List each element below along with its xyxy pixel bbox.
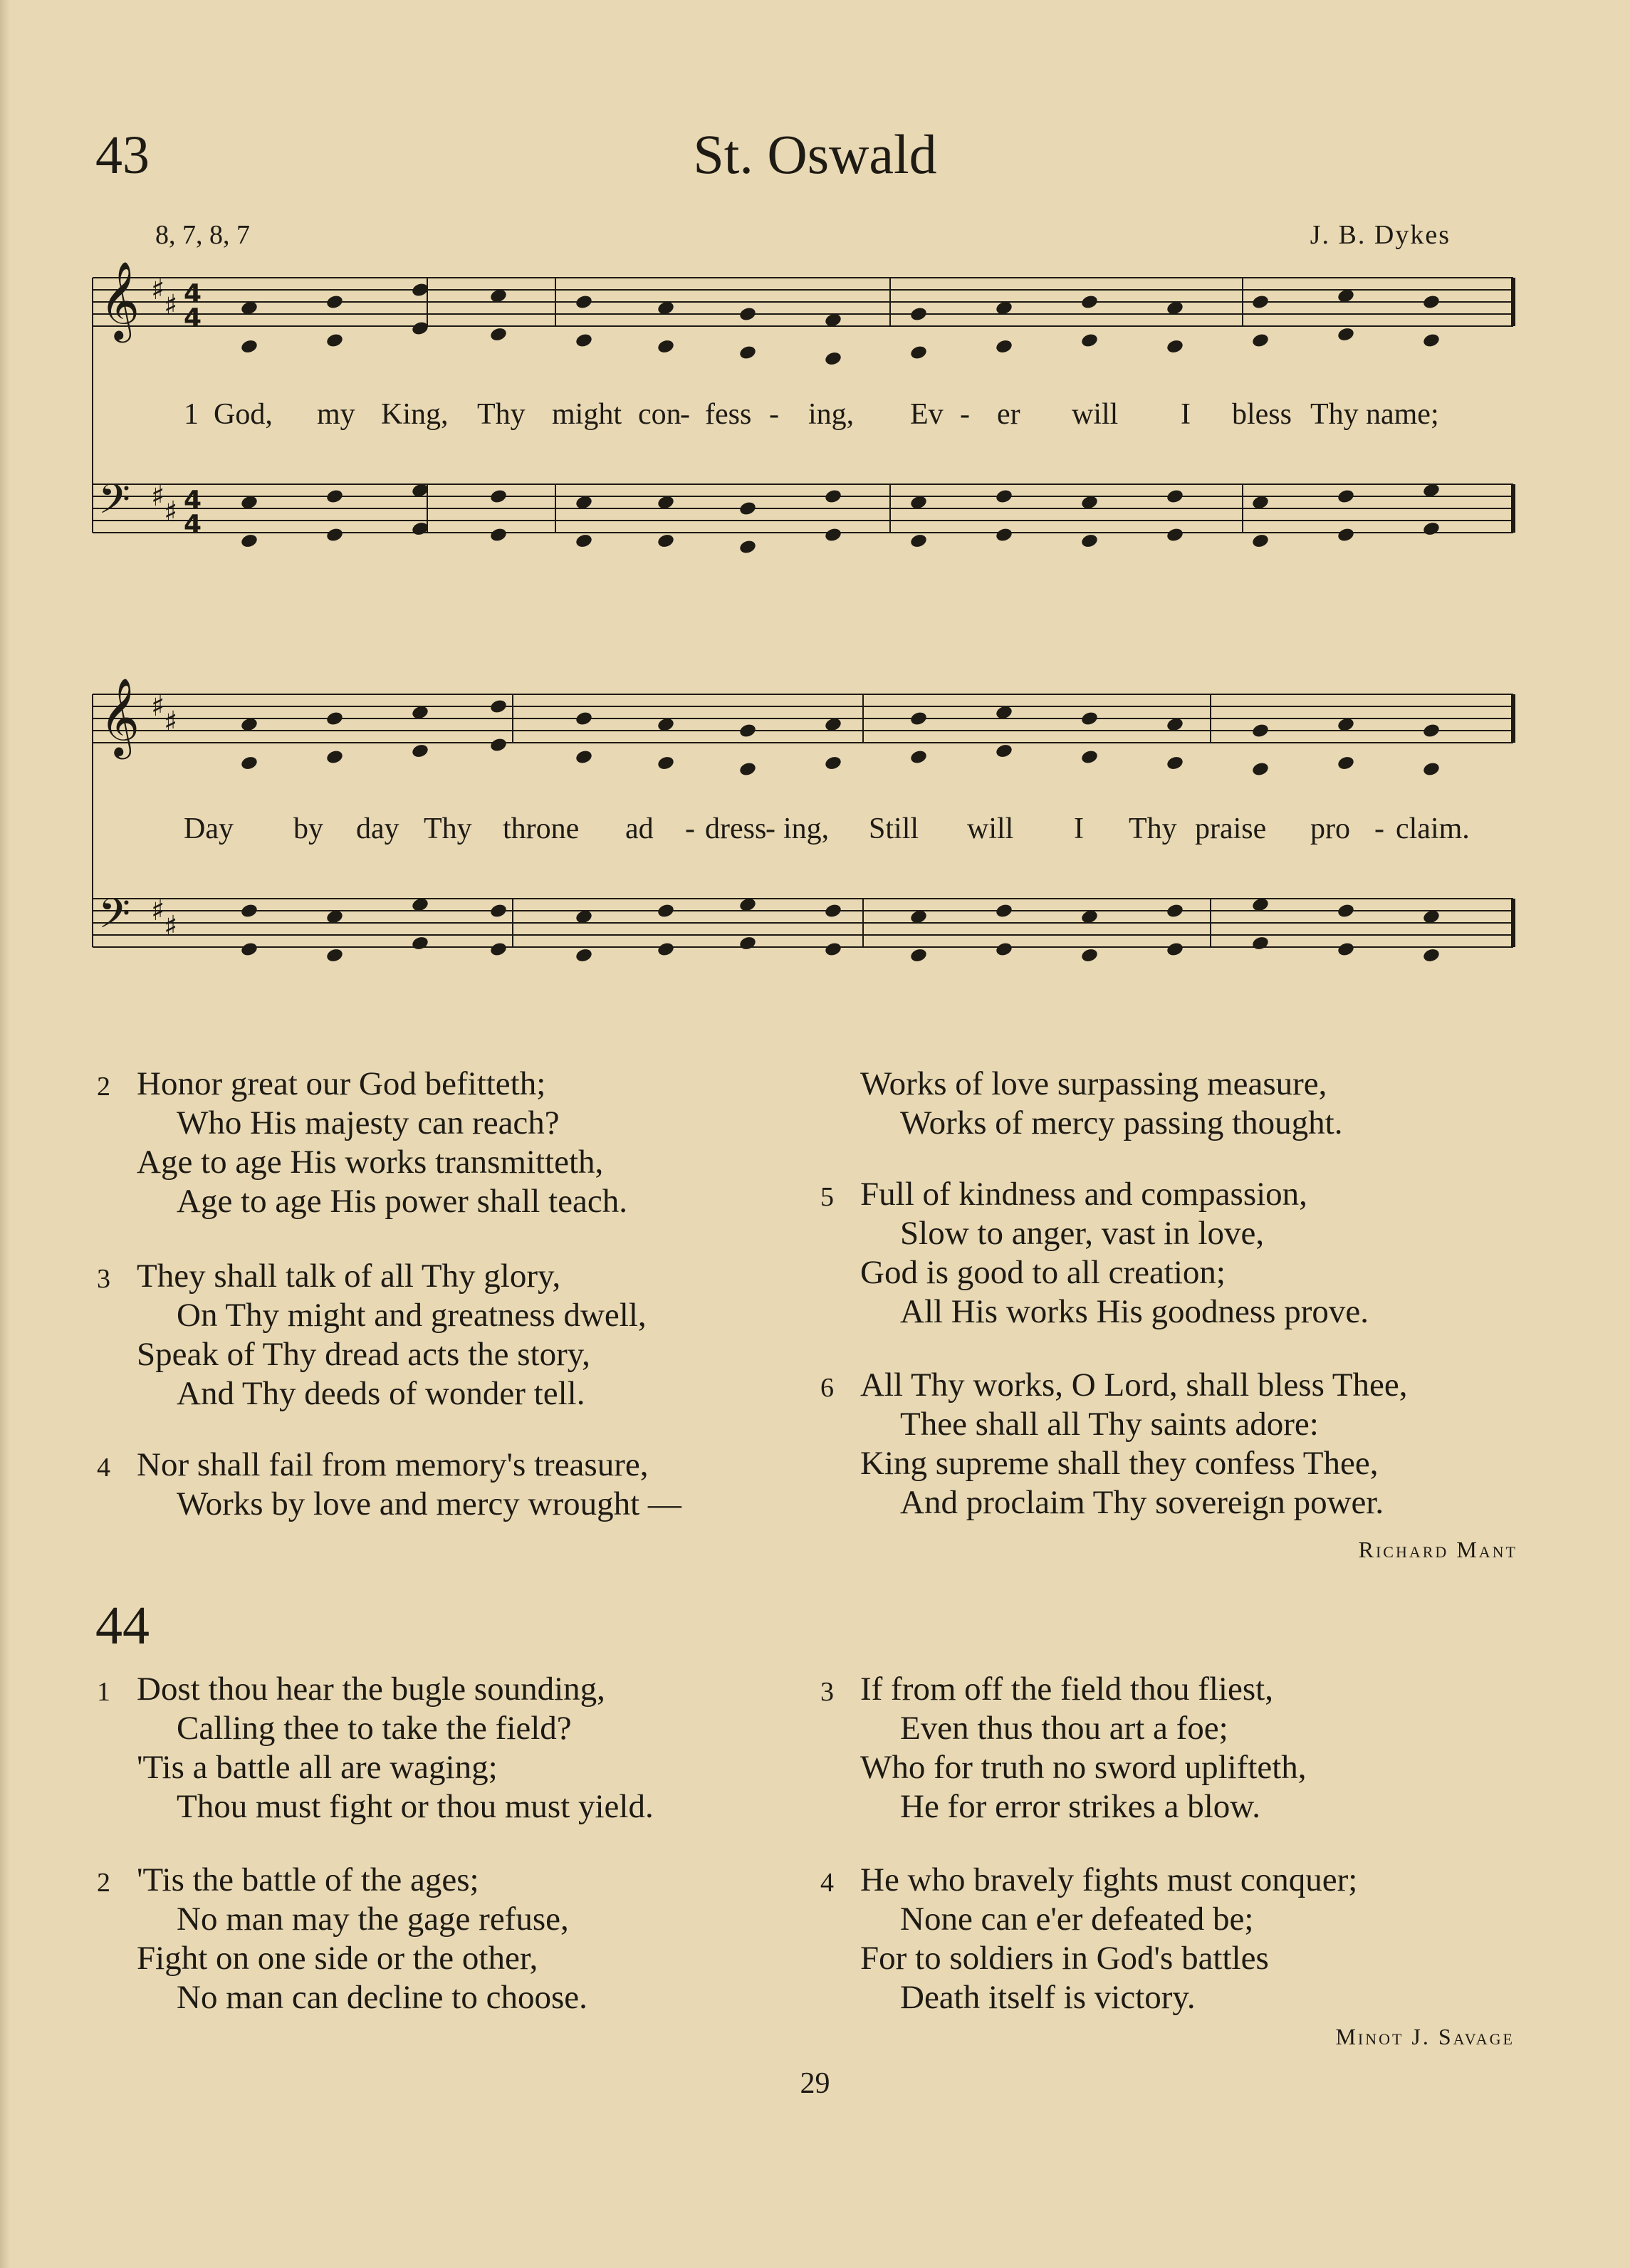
note-head [738,345,757,361]
verse-line: Who for truth no sword uplifteth, [860,1749,1307,1786]
note-head [824,755,842,771]
note-head [1251,333,1270,349]
sharp-icon: ♯ [164,706,178,738]
verse-line: No man can decline to choose. [177,1979,587,2016]
lyric-syllable: will [967,812,1014,845]
lyric-syllable: fess [705,398,752,431]
hymn-44-number: 44 [95,1596,150,1656]
note-head [1080,947,1099,963]
lyric-syllable: name; [1366,398,1439,431]
lyric-syllable: Ev [910,398,944,431]
hymn-44-verse-3 [820,1670,1307,1827]
verse-line: King supreme shall they confess Thee, [860,1445,1379,1482]
note-head [489,326,508,343]
lyric-syllable: Thy [424,812,472,845]
hymn-44-verse-4 [820,1861,1358,2017]
verse-line: For to soldiers in God's battles [860,1940,1269,1977]
lyric-syllable: day [356,812,399,845]
verse-line: Works of love surpassing measure, [860,1065,1327,1102]
time-signature: 4 [184,279,202,308]
note-head [325,488,344,505]
lyric-syllable: bless [1232,398,1292,431]
note-head [1080,711,1099,727]
note-head [1422,333,1441,349]
note-head [575,749,593,765]
verse-line: All Thy works, O Lord, shall bless Thee, [860,1366,1408,1404]
note-head [1166,338,1184,355]
note-head [824,488,842,505]
verse-number: 3 [820,1677,834,1707]
lyric-syllable: - [769,398,779,431]
verse-line: Slow to anger, vast in love, [900,1215,1265,1252]
verse-line: Nor shall fail from memory's treasure, [137,1446,649,1483]
verse-line: Thee shall all Thy saints adore: [900,1406,1319,1443]
verse-line: Full of kindness and compassion, [860,1176,1307,1213]
note-head [1251,533,1270,549]
verse-line: Who His majesty can reach? [177,1104,560,1141]
note-head [995,527,1013,543]
lyric-syllable: dress [705,812,767,845]
note-head [575,333,593,349]
note-head [1337,903,1355,919]
note-head [738,935,757,951]
note-head [325,527,344,543]
lyric-syllable: I [1181,398,1191,431]
lyric-syllable: - [1374,812,1384,845]
lyric-syllable: - [685,812,695,845]
verse-number: 2 [97,1868,110,1898]
sharp-icon: ♯ [164,289,178,322]
lyric-syllable: claim. [1396,812,1470,845]
note-head [1251,294,1270,310]
verse-number: 4 [820,1868,834,1898]
time-signature: 4 [184,303,202,333]
verse-line: He for error strikes a blow. [900,1788,1260,1825]
note-head [240,755,258,771]
sharp-icon: ♯ [151,894,165,927]
note-head [1166,941,1184,958]
note-head [575,947,593,963]
note-head [411,935,429,951]
hymn-43-verse-4a [97,1446,681,1524]
hymn-43-meter: 8, 7, 8, 7 [155,220,250,250]
verse-number: 3 [97,1264,110,1294]
sharp-icon: ♯ [151,480,165,513]
note-head [657,755,675,771]
note-head [489,699,508,715]
verse-number: 6 [820,1373,834,1403]
verse-line: Works by love and mercy wrought — [177,1485,681,1522]
note-head [1422,294,1441,310]
verse-line: And proclaim Thy sovereign power. [900,1484,1384,1521]
lyric-syllable: I [1074,812,1084,845]
lyric-syllable: Thy [1129,812,1177,845]
note-head [575,711,593,727]
lyric-syllable: my [317,398,355,431]
hymn-44-verse-1 [97,1670,654,1827]
verse-line: They shall talk of all Thy glory, [137,1258,561,1295]
hymn-43-verse-6 [820,1366,1408,1522]
verse-line: 'Tis the battle of the ages; [137,1861,479,1898]
hymn-43-number: 43 [95,125,150,185]
note-head [909,345,928,361]
note-head [1422,761,1441,778]
time-signature: 4 [184,486,202,515]
verse-line: Dost thou hear the bugle sounding, [137,1671,605,1708]
note-head [1337,527,1355,543]
verse-line: Age to age His power shall teach. [177,1183,627,1220]
note-head [489,527,508,543]
lyric-syllable: praise [1195,812,1267,845]
hymn-43-verse-2 [97,1065,627,1221]
lyric-syllable: pro [1310,812,1350,845]
note-head [1337,755,1355,771]
verse-line: Calling thee to take the field? [177,1710,572,1747]
note-head [909,306,928,323]
lyric-syllable: throne [503,812,580,845]
verse-line: 'Tis a battle all are waging; [137,1749,498,1786]
note-head [240,941,258,958]
note-head [489,488,508,505]
note-head [824,903,842,919]
note-head [738,723,757,739]
note-head [1251,761,1270,778]
lyric-syllable: will [1072,398,1119,431]
note-head [1251,935,1270,951]
note-head [1337,326,1355,343]
lyric-syllable: Still [869,812,919,845]
lyric-syllable: ad [625,812,654,845]
verse-line: Age to age His works transmitteth, [137,1144,604,1181]
note-head [1080,749,1099,765]
hymn-43-title: St. Oswald [693,123,937,185]
note-head [489,903,508,919]
note-head [240,903,258,919]
verse-number: 1 [97,1677,110,1707]
note-head [995,488,1013,505]
note-head [657,338,675,355]
lyric-syllable: by [293,812,323,845]
hymn-43-author: Richard Mant [1358,1537,1517,1562]
note-head [240,338,258,355]
note-head [995,903,1013,919]
note-head [1251,723,1270,739]
music-score [0,0,1630,1011]
verse-line: On Thy might and greatness dwell, [177,1297,647,1334]
note-head [824,527,842,543]
note-head [738,306,757,323]
verse-line: If from off the field thou fliest, [860,1671,1273,1708]
note-head [1337,941,1355,958]
lyric-syllable: Thy [477,398,526,431]
verse-line: No man may the gage refuse, [177,1901,569,1938]
page-number: 29 [800,2067,830,2100]
verse-line: None can e'er defeated be; [900,1901,1254,1938]
lyric-syllable: ing, [783,812,830,845]
hymn-43-verse-4b [860,1065,1343,1143]
lyric-syllable: - [766,812,775,845]
verse-line: God is good to all creation; [860,1254,1226,1291]
treble-clef-icon: 𝄞 [100,678,140,756]
verse-line: Death itself is victory. [900,1979,1196,2016]
note-head [738,761,757,778]
note-head [575,294,593,310]
sharp-icon: ♯ [151,273,165,306]
hymn-44-verse-2 [97,1861,587,2017]
note-head [489,737,508,753]
note-head [1080,333,1099,349]
note-head [1422,947,1441,963]
note-head [1166,527,1184,543]
verse-line: Works of mercy passing thought. [900,1104,1343,1141]
note-head [909,533,928,549]
lyric-syllable: King, [381,398,449,431]
note-head [738,539,757,555]
verse-number: 2 [97,1072,110,1102]
sharp-icon: ♯ [151,690,165,723]
verse-line: Even thus thou art a foe; [900,1710,1228,1747]
note-head [489,941,508,958]
lyric-syllable: er [997,398,1020,431]
note-head [325,711,344,727]
note-head [995,743,1013,759]
lyric-syllable: - [680,398,690,431]
bass-clef-icon: 𝄢 [98,475,131,533]
verse-number: 4 [97,1453,110,1483]
note-head [824,941,842,958]
note-head [657,903,675,919]
note-head [1166,488,1184,505]
verse-line: And Thy deeds of wonder tell. [177,1375,585,1412]
hymn-44-author: Minot J. Savage [1335,2024,1515,2049]
lyric-syllable: ing, [808,398,855,431]
hymn-43-composer: J. B. Dykes [1310,220,1451,250]
note-head [411,743,429,759]
verse-line: All His works His goodness prove. [900,1293,1369,1330]
note-head [325,333,344,349]
note-head [657,533,675,549]
time-signature: 4 [184,510,202,539]
lyric-syllable: - [960,398,970,431]
note-head [909,947,928,963]
note-head [995,338,1013,355]
note-head [325,294,344,310]
note-head [995,941,1013,958]
lyric-syllable: Thy [1310,398,1359,431]
note-head [1337,488,1355,505]
verse-line: Thou must fight or thou must yield. [177,1788,654,1825]
note-head [909,711,928,727]
lyric-syllable: Day [184,812,234,845]
note-head [738,501,757,517]
verse-line: He who bravely fights must conquer; [860,1861,1358,1898]
lyric-syllable: con [638,398,681,431]
verse-line: Speak of Thy dread acts the story, [137,1336,590,1373]
note-head [325,749,344,765]
note-head [1422,723,1441,739]
lyric-syllable: might [552,398,622,431]
bass-clef-icon: 𝄢 [98,889,131,948]
note-head [909,749,928,765]
lyric-syllable: God, [214,398,273,431]
hymn-43-verse-5 [820,1175,1369,1332]
note-head [1166,903,1184,919]
note-head [1080,533,1099,549]
note-head [1166,755,1184,771]
lyric-syllable: 1 [184,398,199,431]
verse-line: Honor great our God befitteth; [137,1065,546,1102]
verse-line: Fight on one side or the other, [137,1940,538,1977]
note-head [657,941,675,958]
treble-clef-icon: 𝄞 [100,261,140,340]
note-head [325,947,344,963]
note-head [1080,294,1099,310]
hymn-43-verse-3 [97,1257,647,1413]
note-head [1422,521,1441,537]
sharp-icon: ♯ [164,910,178,943]
verse-number: 5 [820,1182,834,1212]
sharp-icon: ♯ [164,496,178,528]
note-head [575,533,593,549]
note-head [824,350,842,367]
note-head [240,533,258,549]
